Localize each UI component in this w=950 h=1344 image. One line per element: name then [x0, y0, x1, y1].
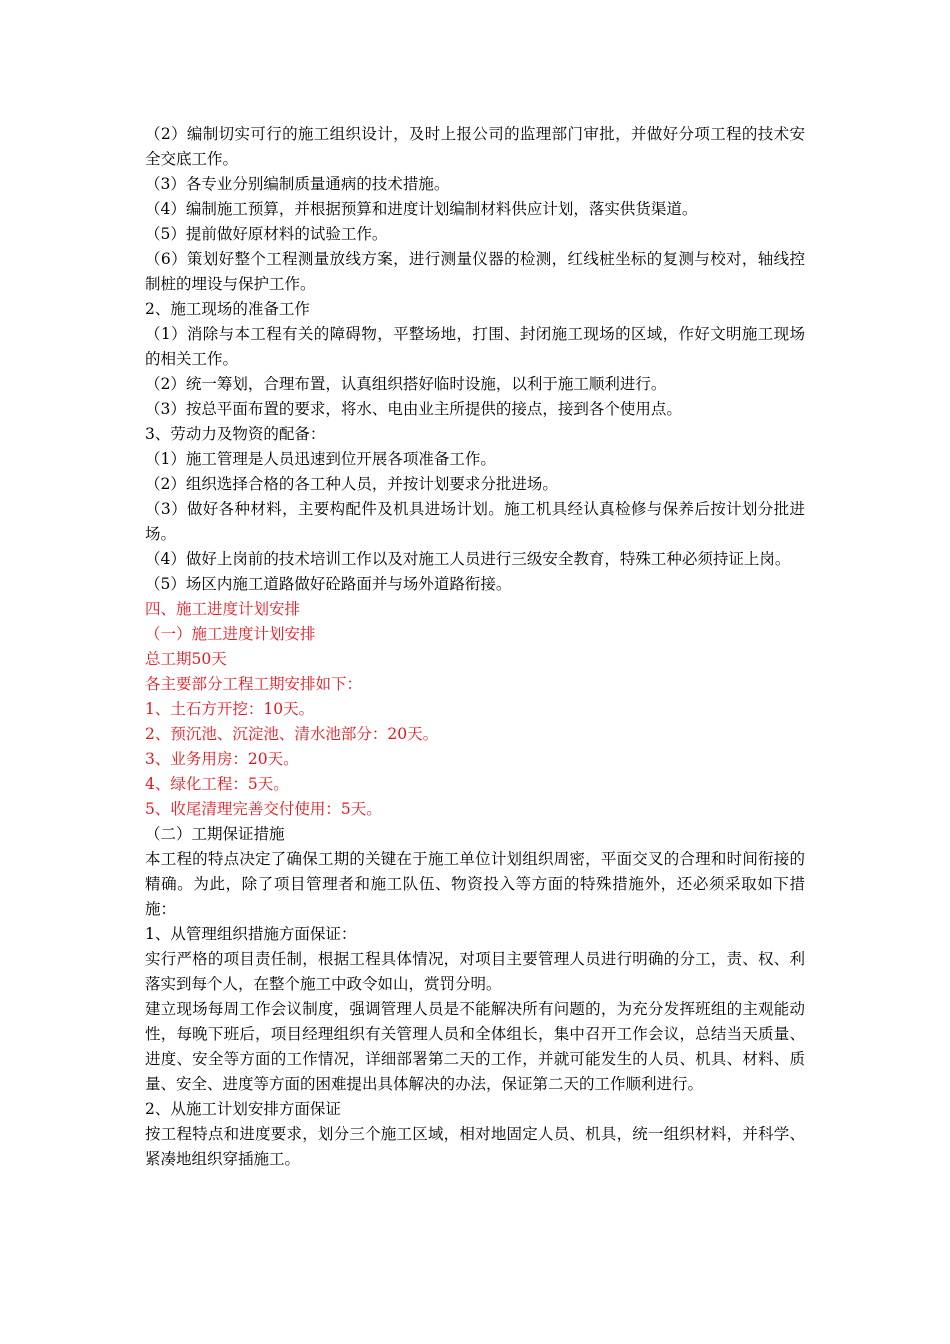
schedule-item-4: 4、绿化工程：5天。: [145, 775, 289, 793]
paragraph-2-4: （4）编制施工预算，并根据预算和进度计划编制材料供应计划，落实供货渠道。: [145, 200, 698, 218]
paragraph-site-1: （1）消除与本工程有关的障碍物，平整场地，打围、封闭施工现场的区域，作好文明施工现场的相关工作。: [145, 325, 805, 368]
schedule-item-2: 2、预沉池、沉淀池、清水池部分：20天。: [145, 725, 439, 743]
section-heading-labor-materials: 3、劳动力及物资的配备：: [145, 425, 326, 443]
total-duration: 总工期50天: [145, 650, 227, 668]
section-heading-site-preparation: 2、施工现场的准备工作: [145, 300, 310, 318]
paragraph-labor-5: （5）场区内施工道路做好砼路面并与场外道路衔接。: [145, 575, 512, 593]
chapter-heading-schedule: 四、施工进度计划安排: [145, 600, 301, 618]
paragraph-management-2: 建立现场每周工作会议制度，强调管理人员是不能解决所有问题的，为充分发挥班组的主观能动性，每晚下班后，项目经理组织有关管理人员和全体组长，集中召开工作会议，总结当天质量、进度、安全等方面的工作情况，详细部署第二天的工作，并就可能发生的人员、机具、材料、质量、安全、进度等方面的困难提出具体解决的办法，保证第二天的工作顺利进行。: [145, 1000, 805, 1093]
paragraph-labor-1: （1）施工管理是人员迅速到位开展各项准备工作。: [145, 450, 496, 468]
paragraph-2-6: （6）策划好整个工程测量放线方案，进行测量仪器的检测，红线桩坐标的复测与校对，轴线控制桩的埋设与保护工作。: [145, 250, 805, 293]
paragraph-site-3: （3）按总平面布置的要求，将水、电由业主所提供的接点，接到各个使用点。: [145, 400, 682, 418]
paragraph-guarantee-intro: 本工程的特点决定了确保工期的关键在于施工单位计划组织周密，平面交叉的合理和时间衔接的精确。为此，除了项目管理者和施工队伍、物资投入等方面的特殊措施外，还必须采取如下措施：: [145, 850, 805, 918]
schedule-item-3: 3、业务用房：20天。: [145, 750, 299, 768]
paragraph-labor-2: （2）组织选择合格的各工种人员，并按计划要求分批进场。: [145, 475, 558, 493]
heading-management-measures: 1、从管理组织措施方面保证：: [145, 925, 357, 943]
paragraph-labor-4: （4）做好上岗前的技术培训工作以及对施工人员进行三级安全教育，特殊工种必须持证上岗。: [145, 550, 791, 568]
subheading-schedule-plan: （一）施工进度计划安排: [145, 625, 316, 643]
subheading-schedule-guarantee: （二）工期保证措施: [145, 825, 285, 843]
heading-planning-measures: 2、从施工计划安排方面保证: [145, 1100, 341, 1118]
schedule-item-1: 1、土石方开挖：10天。: [145, 700, 315, 718]
paragraph-2-5: （5）提前做好原材料的试验工作。: [145, 225, 388, 243]
paragraph-labor-3: （3）做好各种材料，主要构配件及机具进场计划。施工机具经认真检修与保养后按计划分批进场。: [145, 500, 805, 543]
paragraph-2-2: （2）编制切实可行的施工组织设计，及时上报公司的监理部门审批，并做好分项工程的技术安全交底工作。: [145, 125, 805, 168]
schedule-item-5: 5、收尾清理完善交付使用：5天。: [145, 800, 382, 818]
paragraph-2-3: （3）各专业分别编制质量通病的技术措施。: [145, 175, 450, 193]
schedule-intro: 各主要部分工程工期安排如下：: [145, 675, 363, 693]
paragraph-site-2: （2）统一筹划，合理布置，认真组织搭好临时设施，以利于施工顺利进行。: [145, 375, 667, 393]
paragraph-management-1: 实行严格的项目责任制，根据工程具体情况，对项目主要管理人员进行明确的分工，责、权、利落实到每个人，在整个施工中政令如山，赏罚分明。: [145, 950, 805, 993]
document-body: [145, 122, 805, 1172]
paragraph-planning-1: 按工程特点和进度要求，划分三个施工区域，相对地固定人员、机具，统一组织材料，并科学、紧凑地组织穿插施工。: [145, 1125, 805, 1168]
